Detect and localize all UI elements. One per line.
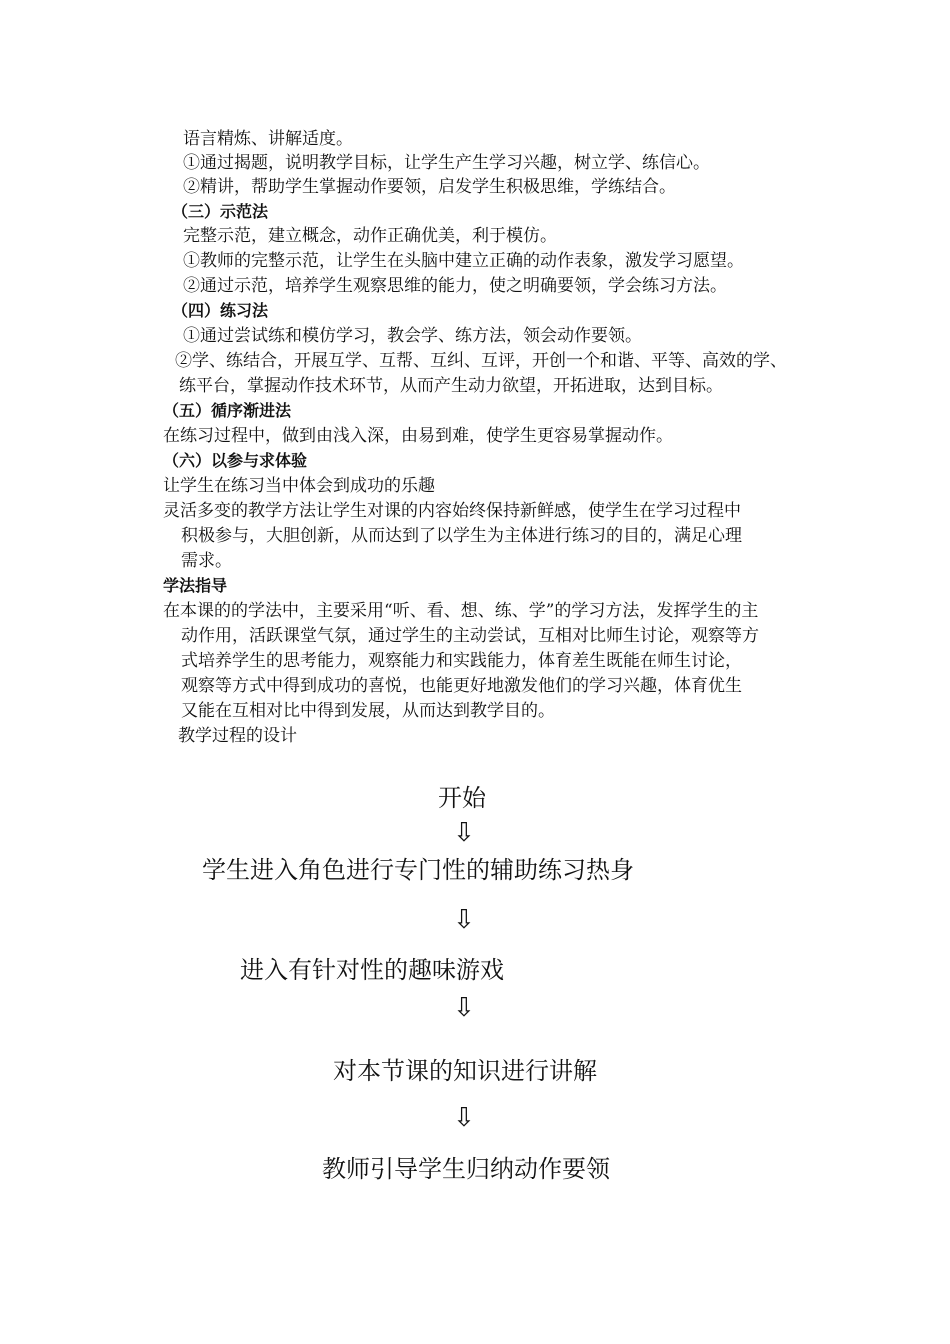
participation-heading: （六）以参与求体验: [163, 451, 308, 470]
process-title: 教学过程的设计: [178, 726, 297, 746]
practice-item-2-line-2: 练平台，掌握动作技术环节，从而产生动力欲望，开拓进取，达到目标。: [179, 376, 723, 396]
flow-step-warmup: 学生进入角色进行专门性的辅助练习热身: [202, 856, 634, 884]
lecture-intro: 语言精炼、讲解适度。: [183, 129, 353, 149]
flow-arrow-1-icon: ⇩: [453, 818, 475, 848]
guidance-line-5: 又能在互相对比中得到发展，从而达到教学目的。: [181, 701, 555, 721]
practice-item-1: ①通过尝试练和模仿学习，教会学、练方法，领会动作要领。: [183, 326, 642, 346]
guidance-line-4: 观察等方式中得到成功的喜悦，也能更好地激发他们的学习兴趣，体育优生: [181, 676, 742, 696]
demo-heading: （三）示范法: [172, 202, 269, 221]
flow-arrow-3-icon: ⇩: [453, 993, 475, 1023]
lecture-item-2: ②精讲，帮助学生掌握动作要领，启发学生积极思维，学练结合。: [183, 177, 676, 197]
guidance-line-2: 动作用，活跃课堂气氛，通过学生的主动尝试，互相对比师生讨论，观察等方: [181, 626, 759, 646]
flow-step-summary: 教师引导学生归纳动作要领: [322, 1155, 610, 1183]
participation-text-1: 让学生在练习当中体会到成功的乐趣: [163, 476, 435, 496]
practice-item-2-line-1: ②学、练结合，开展互学、互帮、互纠、互评，开创一个和谐、平等、高效的学、: [175, 351, 787, 371]
lecture-item-1: ①通过揭题，说明教学目标，让学生产生学习兴趣，树立学、练信心。: [183, 153, 710, 173]
flow-arrow-4-icon: ⇩: [453, 1103, 475, 1133]
participation-text-2-line-1: 灵活多变的教学方法让学生对课的内容始终保持新鲜感，使学生在学习过程中: [163, 501, 741, 521]
demo-item-2: ②通过示范，培养学生观察思维的能力，使之明确要领，学会练习方法。: [183, 276, 727, 296]
guidance-heading: 学法指导: [163, 576, 228, 595]
progression-text: 在练习过程中，做到由浅入深，由易到难，使学生更容易掌握动作。: [163, 426, 673, 446]
demo-intro: 完整示范，建立概念，动作正确优美，利于模仿。: [183, 226, 557, 246]
participation-text-2-line-2: 积极参与，大胆创新，从而达到了以学生为主体进行练习的目的，满足心理: [181, 526, 742, 546]
guidance-line-3: 式培养学生的思考能力，观察能力和实践能力，体育差生既能在师生讨论，: [181, 651, 742, 671]
participation-text-2-line-3: 需求。: [181, 551, 232, 571]
flow-arrow-2-icon: ⇩: [453, 905, 475, 935]
guidance-line-1: 在本课的的学法中，主要采用“听、看、想、练、学”的学习方法，发挥学生的主: [163, 601, 759, 621]
flow-step-start: 开始: [438, 784, 486, 812]
practice-heading: （四）练习法: [172, 301, 269, 320]
flow-step-explain: 对本节课的知识进行讲解: [333, 1057, 597, 1085]
demo-item-1: ①教师的完整示范，让学生在头脑中建立正确的动作表象，激发学习愿望。: [183, 251, 744, 271]
progression-heading: （五）循序渐进法: [163, 401, 292, 420]
flow-step-game: 进入有针对性的趣味游戏: [240, 956, 504, 984]
